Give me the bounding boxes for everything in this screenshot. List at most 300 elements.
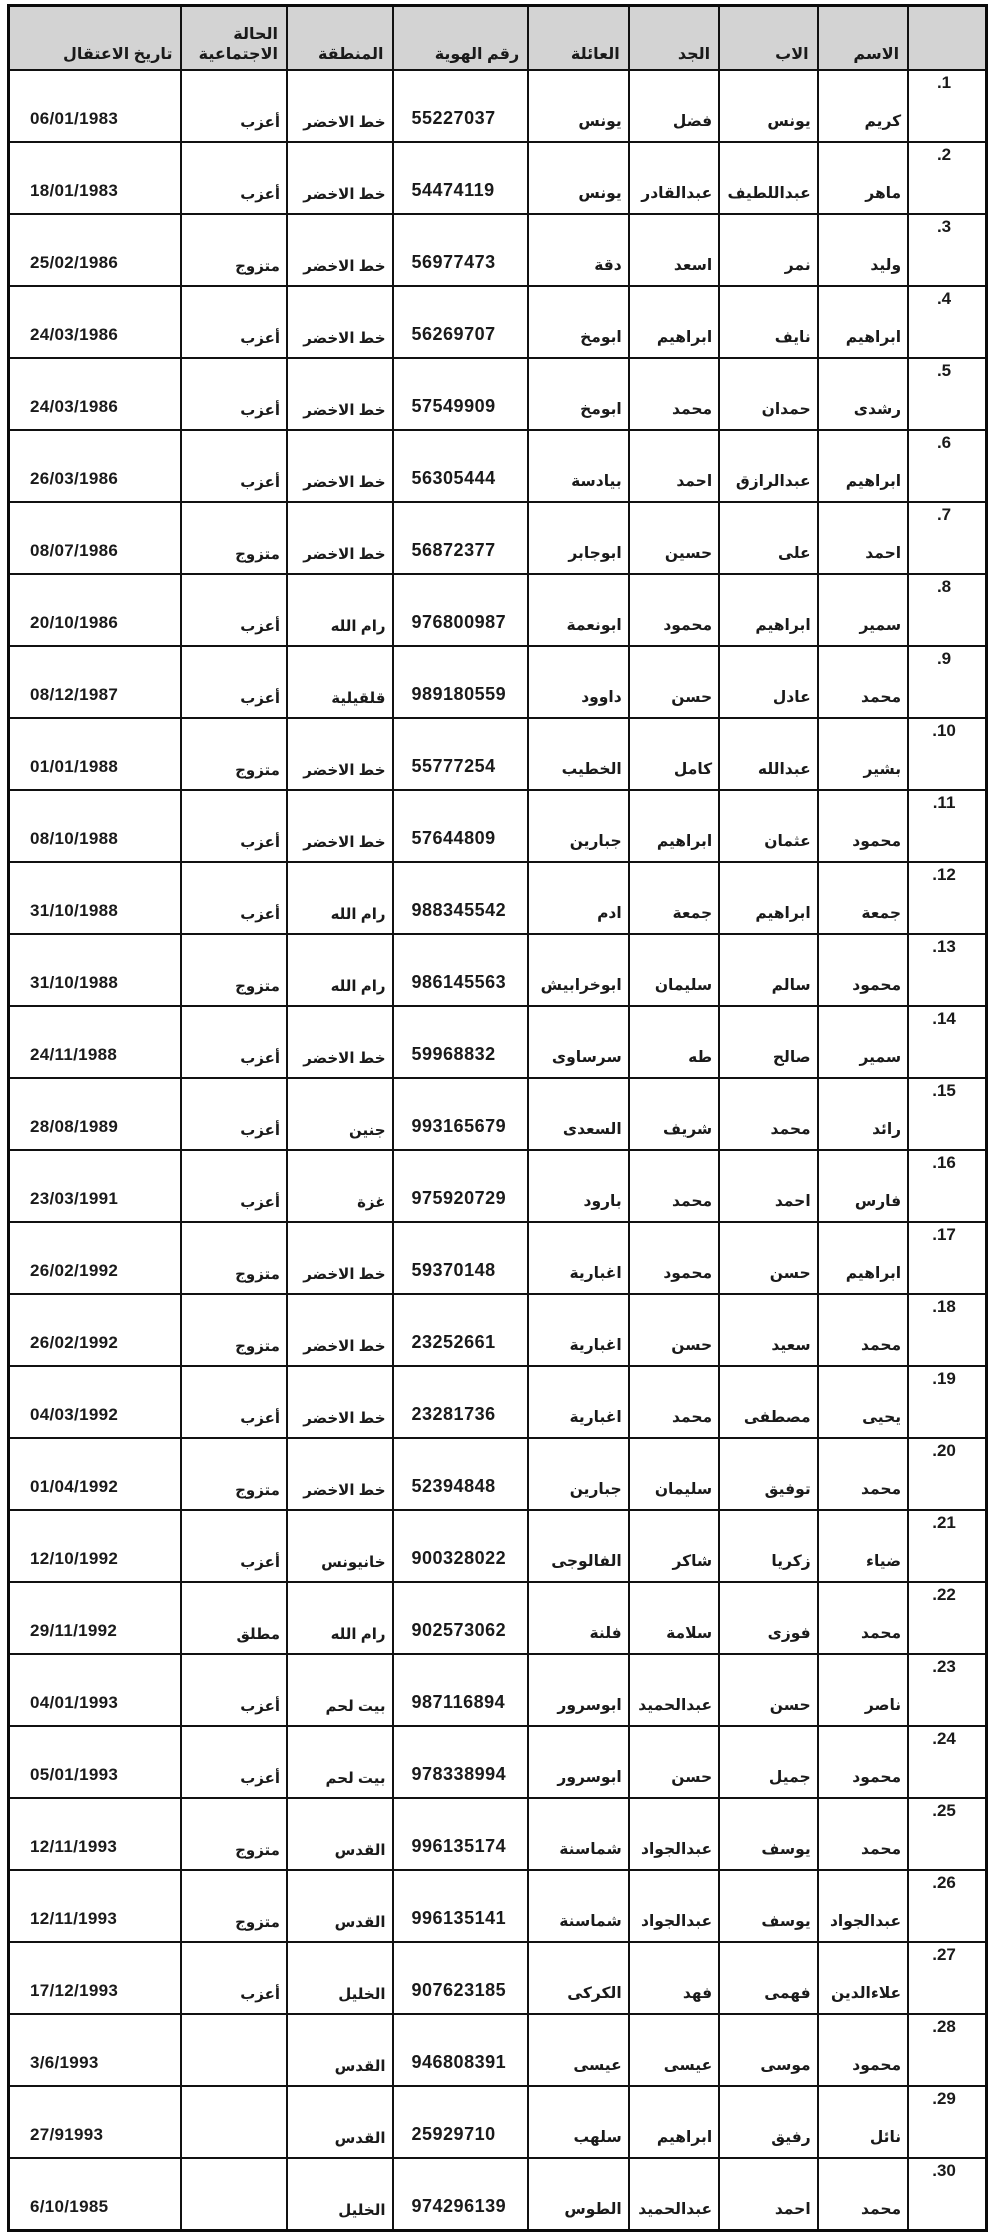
cell-marital: أعزب bbox=[181, 1654, 287, 1726]
cell-id-number: 986145563 bbox=[393, 934, 529, 1006]
cell-grandfather: عبدالقادر bbox=[629, 142, 719, 214]
header-family: العائلة bbox=[528, 6, 629, 71]
cell-name: محمود bbox=[818, 934, 908, 1006]
cell-grandfather: ابراهيم bbox=[629, 286, 719, 358]
cell-grandfather: ابراهيم bbox=[629, 2086, 719, 2158]
cell-marital: متزوج bbox=[181, 1870, 287, 1942]
cell-family: ابوخرابيش bbox=[528, 934, 629, 1006]
cell-father: عبدالرازق bbox=[719, 430, 818, 502]
table-row bbox=[9, 1438, 987, 1510]
cell-arrest-date: 18/01/1983 bbox=[9, 142, 182, 214]
cell-region: خط الاخضر bbox=[287, 1438, 393, 1510]
cell-id-number: 975920729 bbox=[393, 1150, 529, 1222]
cell-family: ابومخ bbox=[528, 286, 629, 358]
table-row bbox=[9, 1654, 987, 1726]
cell-row-number: .16 bbox=[908, 1150, 986, 1222]
cell-name: محمد bbox=[818, 1294, 908, 1366]
table-row bbox=[9, 1942, 987, 2014]
cell-name: محمود bbox=[818, 2014, 908, 2086]
cell-row-number: .28 bbox=[908, 2014, 986, 2086]
cell-id-number: 54474119 bbox=[393, 142, 529, 214]
cell-arrest-date: 04/03/1992 bbox=[9, 1366, 182, 1438]
cell-id-number: 25929710 bbox=[393, 2086, 529, 2158]
cell-grandfather: شاكر bbox=[629, 1510, 719, 1582]
cell-grandfather: كامل bbox=[629, 718, 719, 790]
cell-father: رفيق bbox=[719, 2086, 818, 2158]
cell-region: خانيونس bbox=[287, 1510, 393, 1582]
cell-region: خط الاخضر bbox=[287, 1006, 393, 1078]
cell-arrest-date: 28/08/1989 bbox=[9, 1078, 182, 1150]
cell-family: الطوس bbox=[528, 2158, 629, 2231]
cell-id-number: 900328022 bbox=[393, 1510, 529, 1582]
cell-name: محمد bbox=[818, 646, 908, 718]
cell-id-number: 989180559 bbox=[393, 646, 529, 718]
cell-grandfather: جمعة bbox=[629, 862, 719, 934]
cell-arrest-date: 20/10/1986 bbox=[9, 574, 182, 646]
table-row bbox=[9, 1366, 987, 1438]
cell-family: دقة bbox=[528, 214, 629, 286]
cell-row-number: .11 bbox=[908, 790, 986, 862]
cell-grandfather: محمد bbox=[629, 1366, 719, 1438]
cell-family: الفالوجى bbox=[528, 1510, 629, 1582]
cell-grandfather: عيسى bbox=[629, 2014, 719, 2086]
cell-father: نمر bbox=[719, 214, 818, 286]
cell-family: اغبارية bbox=[528, 1222, 629, 1294]
cell-row-number: .22 bbox=[908, 1582, 986, 1654]
cell-arrest-date: 12/11/1993 bbox=[9, 1870, 182, 1942]
cell-grandfather: حسن bbox=[629, 646, 719, 718]
cell-marital: متزوج bbox=[181, 1798, 287, 1870]
cell-name: احمد bbox=[818, 502, 908, 574]
cell-arrest-date: 25/02/1986 bbox=[9, 214, 182, 286]
cell-father: جميل bbox=[719, 1726, 818, 1798]
cell-family: بارود bbox=[528, 1150, 629, 1222]
cell-name: ابراهيم bbox=[818, 430, 908, 502]
cell-id-number: 59370148 bbox=[393, 1222, 529, 1294]
cell-marital: أعزب bbox=[181, 1726, 287, 1798]
cell-father: زكريا bbox=[719, 1510, 818, 1582]
cell-family: ابونعمة bbox=[528, 574, 629, 646]
cell-arrest-date: 17/12/1993 bbox=[9, 1942, 182, 2014]
cell-grandfather: عبدالجواد bbox=[629, 1870, 719, 1942]
cell-id-number: 56269707 bbox=[393, 286, 529, 358]
cell-id-number: 946808391 bbox=[393, 2014, 529, 2086]
header-marital-status bbox=[181, 6, 287, 71]
table-row bbox=[9, 214, 987, 286]
cell-family: اغبارية bbox=[528, 1294, 629, 1366]
header-name: الاسم bbox=[818, 6, 908, 71]
table-row bbox=[9, 1582, 987, 1654]
cell-marital: أعزب bbox=[181, 1942, 287, 2014]
cell-id-number: 996135174 bbox=[393, 1798, 529, 1870]
cell-name: محمود bbox=[818, 1726, 908, 1798]
table-row bbox=[9, 574, 987, 646]
cell-id-number: 55777254 bbox=[393, 718, 529, 790]
cell-arrest-date: 06/01/1983 bbox=[9, 70, 182, 142]
cell-marital: متزوج bbox=[181, 1294, 287, 1366]
table-row bbox=[9, 790, 987, 862]
cell-father: يونس bbox=[719, 70, 818, 142]
cell-father: عادل bbox=[719, 646, 818, 718]
document-page bbox=[0, 4, 1000, 2219]
table-row bbox=[9, 1510, 987, 1582]
cell-id-number: 56305444 bbox=[393, 430, 529, 502]
cell-name: فارس bbox=[818, 1150, 908, 1222]
cell-arrest-date: 12/11/1993 bbox=[9, 1798, 182, 1870]
cell-grandfather: فهد bbox=[629, 1942, 719, 2014]
cell-row-number: .25 bbox=[908, 1798, 986, 1870]
cell-id-number: 57644809 bbox=[393, 790, 529, 862]
cell-id-number: 23281736 bbox=[393, 1366, 529, 1438]
cell-marital: أعزب bbox=[181, 1078, 287, 1150]
cell-row-number: .2 bbox=[908, 142, 986, 214]
detainees-table bbox=[7, 4, 988, 2232]
table-header-row bbox=[9, 6, 987, 71]
cell-region: خط الاخضر bbox=[287, 214, 393, 286]
cell-id-number: 996135141 bbox=[393, 1870, 529, 1942]
cell-id-number: 978338994 bbox=[393, 1726, 529, 1798]
cell-family: بيادسة bbox=[528, 430, 629, 502]
table-row bbox=[9, 1078, 987, 1150]
cell-region: القدس bbox=[287, 1870, 393, 1942]
header-marital-line1: الحالة bbox=[233, 26, 278, 43]
cell-family: عيسى bbox=[528, 2014, 629, 2086]
table-row bbox=[9, 358, 987, 430]
cell-row-number: .23 bbox=[908, 1654, 986, 1726]
cell-name: محمد bbox=[818, 1582, 908, 1654]
cell-family: اغبارية bbox=[528, 1366, 629, 1438]
cell-name: نائل bbox=[818, 2086, 908, 2158]
cell-region: غزة bbox=[287, 1150, 393, 1222]
table-row bbox=[9, 430, 987, 502]
cell-family: السعدى bbox=[528, 1078, 629, 1150]
cell-id-number: 52394848 bbox=[393, 1438, 529, 1510]
cell-region: بيت لحم bbox=[287, 1654, 393, 1726]
cell-region: خط الاخضر bbox=[287, 430, 393, 502]
cell-region: جنين bbox=[287, 1078, 393, 1150]
cell-id-number: 56977473 bbox=[393, 214, 529, 286]
cell-father: حسن bbox=[719, 1222, 818, 1294]
cell-row-number: .29 bbox=[908, 2086, 986, 2158]
cell-marital: أعزب bbox=[181, 430, 287, 502]
cell-family: فلنة bbox=[528, 1582, 629, 1654]
cell-row-number: .15 bbox=[908, 1078, 986, 1150]
cell-grandfather: محمود bbox=[629, 1222, 719, 1294]
cell-name: ابراهيم bbox=[818, 286, 908, 358]
cell-name: سمير bbox=[818, 1006, 908, 1078]
cell-row-number: .12 bbox=[908, 862, 986, 934]
cell-region: الخليل bbox=[287, 2158, 393, 2231]
cell-arrest-date: 26/03/1986 bbox=[9, 430, 182, 502]
cell-family: الخطيب bbox=[528, 718, 629, 790]
cell-marital: أعزب bbox=[181, 70, 287, 142]
cell-grandfather: حسن bbox=[629, 1294, 719, 1366]
cell-marital: متزوج bbox=[181, 934, 287, 1006]
cell-grandfather: سليمان bbox=[629, 934, 719, 1006]
table-row bbox=[9, 2086, 987, 2158]
cell-marital bbox=[181, 2158, 287, 2231]
cell-row-number: .3 bbox=[908, 214, 986, 286]
cell-marital: أعزب bbox=[181, 1150, 287, 1222]
cell-id-number: 988345542 bbox=[393, 862, 529, 934]
cell-father: نايف bbox=[719, 286, 818, 358]
cell-region: القدس bbox=[287, 1798, 393, 1870]
cell-marital: متزوج bbox=[181, 502, 287, 574]
cell-arrest-date: 05/01/1993 bbox=[9, 1726, 182, 1798]
cell-marital: مطلق bbox=[181, 1582, 287, 1654]
cell-region: القدس bbox=[287, 2014, 393, 2086]
cell-row-number: .26 bbox=[908, 1870, 986, 1942]
cell-family: الكركى bbox=[528, 1942, 629, 2014]
cell-region: رام الله bbox=[287, 934, 393, 1006]
cell-family: شماسنة bbox=[528, 1870, 629, 1942]
cell-region: الخليل bbox=[287, 1942, 393, 2014]
cell-id-number: 993165679 bbox=[393, 1078, 529, 1150]
cell-grandfather: شريف bbox=[629, 1078, 719, 1150]
table-row bbox=[9, 1150, 987, 1222]
cell-grandfather: ابراهيم bbox=[629, 790, 719, 862]
cell-grandfather: طه bbox=[629, 1006, 719, 1078]
cell-name: محمود bbox=[818, 790, 908, 862]
cell-arrest-date: 24/03/1986 bbox=[9, 358, 182, 430]
cell-region: بيت لحم bbox=[287, 1726, 393, 1798]
cell-arrest-date: 08/12/1987 bbox=[9, 646, 182, 718]
cell-marital: متزوج bbox=[181, 718, 287, 790]
cell-father: توفيق bbox=[719, 1438, 818, 1510]
cell-marital: أعزب bbox=[181, 862, 287, 934]
cell-name: رشدى bbox=[818, 358, 908, 430]
cell-region: رام الله bbox=[287, 574, 393, 646]
cell-father: عبداللطيف bbox=[719, 142, 818, 214]
cell-arrest-date: 24/03/1986 bbox=[9, 286, 182, 358]
cell-row-number: .1 bbox=[908, 70, 986, 142]
cell-family: ابوجابر bbox=[528, 502, 629, 574]
cell-family: ابومخ bbox=[528, 358, 629, 430]
cell-id-number: 57549909 bbox=[393, 358, 529, 430]
header-arrest-date: تاريخ الاعتقال bbox=[9, 6, 182, 71]
cell-grandfather: سلامة bbox=[629, 1582, 719, 1654]
cell-region: رام الله bbox=[287, 1582, 393, 1654]
cell-marital: متزوج bbox=[181, 1222, 287, 1294]
header-row-number bbox=[908, 6, 986, 71]
cell-arrest-date: 23/03/1991 bbox=[9, 1150, 182, 1222]
cell-grandfather: عبدالحميد bbox=[629, 2158, 719, 2231]
cell-father: مصطفى bbox=[719, 1366, 818, 1438]
cell-id-number: 974296139 bbox=[393, 2158, 529, 2231]
cell-grandfather: عبدالحميد bbox=[629, 1654, 719, 1726]
cell-name: ناصر bbox=[818, 1654, 908, 1726]
cell-father: سالم bbox=[719, 934, 818, 1006]
cell-father: سعيد bbox=[719, 1294, 818, 1366]
cell-name: رائد bbox=[818, 1078, 908, 1150]
cell-father: ابراهيم bbox=[719, 862, 818, 934]
table-row bbox=[9, 70, 987, 142]
cell-region: رام الله bbox=[287, 862, 393, 934]
table-row bbox=[9, 934, 987, 1006]
cell-marital: أعزب bbox=[181, 142, 287, 214]
table-body bbox=[9, 70, 987, 2231]
cell-family: يونس bbox=[528, 142, 629, 214]
cell-row-number: .9 bbox=[908, 646, 986, 718]
cell-marital: أعزب bbox=[181, 1510, 287, 1582]
cell-name: ضياء bbox=[818, 1510, 908, 1582]
cell-row-number: .14 bbox=[908, 1006, 986, 1078]
cell-father: حمدان bbox=[719, 358, 818, 430]
cell-family: داوود bbox=[528, 646, 629, 718]
cell-family: جبارين bbox=[528, 790, 629, 862]
cell-name: ابراهيم bbox=[818, 1222, 908, 1294]
table-row bbox=[9, 2014, 987, 2086]
cell-row-number: .17 bbox=[908, 1222, 986, 1294]
cell-grandfather: حسين bbox=[629, 502, 719, 574]
cell-region: قلقيلية bbox=[287, 646, 393, 718]
cell-region: خط الاخضر bbox=[287, 718, 393, 790]
cell-father: يوسف bbox=[719, 1870, 818, 1942]
table-row bbox=[9, 1222, 987, 1294]
cell-family: جبارين bbox=[528, 1438, 629, 1510]
cell-region: خط الاخضر bbox=[287, 790, 393, 862]
cell-marital: أعزب bbox=[181, 1006, 287, 1078]
cell-grandfather: احمد bbox=[629, 430, 719, 502]
table-row bbox=[9, 286, 987, 358]
cell-grandfather: محمد bbox=[629, 358, 719, 430]
cell-grandfather: محمود bbox=[629, 574, 719, 646]
cell-father: موسى bbox=[719, 2014, 818, 2086]
cell-row-number: .24 bbox=[908, 1726, 986, 1798]
cell-marital: متزوج bbox=[181, 1438, 287, 1510]
cell-marital: أعزب bbox=[181, 1366, 287, 1438]
cell-id-number: 59968832 bbox=[393, 1006, 529, 1078]
table-row bbox=[9, 718, 987, 790]
cell-family: سرساوى bbox=[528, 1006, 629, 1078]
cell-father: حسن bbox=[719, 1654, 818, 1726]
cell-name: بشير bbox=[818, 718, 908, 790]
cell-grandfather: محمد bbox=[629, 1150, 719, 1222]
header-id-number: رقم الهوية bbox=[393, 6, 529, 71]
table-row bbox=[9, 646, 987, 718]
cell-arrest-date: 3/6/1993 bbox=[9, 2014, 182, 2086]
cell-father: يوسف bbox=[719, 1798, 818, 1870]
cell-row-number: .27 bbox=[908, 1942, 986, 2014]
cell-grandfather: اسعد bbox=[629, 214, 719, 286]
cell-family: ابوسرور bbox=[528, 1726, 629, 1798]
cell-marital: أعزب bbox=[181, 646, 287, 718]
cell-region: خط الاخضر bbox=[287, 70, 393, 142]
cell-arrest-date: 01/01/1988 bbox=[9, 718, 182, 790]
cell-id-number: 976800987 bbox=[393, 574, 529, 646]
cell-family: شماسنة bbox=[528, 1798, 629, 1870]
header-father: الاب bbox=[719, 6, 818, 71]
table-row bbox=[9, 1294, 987, 1366]
cell-father: احمد bbox=[719, 1150, 818, 1222]
cell-id-number: 902573062 bbox=[393, 1582, 529, 1654]
cell-marital: أعزب bbox=[181, 358, 287, 430]
cell-id-number: 23252661 bbox=[393, 1294, 529, 1366]
cell-father: فوزى bbox=[719, 1582, 818, 1654]
cell-row-number: .5 bbox=[908, 358, 986, 430]
cell-row-number: .6 bbox=[908, 430, 986, 502]
cell-region: خط الاخضر bbox=[287, 1366, 393, 1438]
cell-father: صالح bbox=[719, 1006, 818, 1078]
cell-id-number: 907623185 bbox=[393, 1942, 529, 2014]
cell-family: يونس bbox=[528, 70, 629, 142]
cell-arrest-date: 26/02/1992 bbox=[9, 1294, 182, 1366]
cell-region: خط الاخضر bbox=[287, 358, 393, 430]
cell-row-number: .21 bbox=[908, 1510, 986, 1582]
table-row bbox=[9, 2158, 987, 2231]
cell-row-number: .13 bbox=[908, 934, 986, 1006]
cell-row-number: .19 bbox=[908, 1366, 986, 1438]
cell-arrest-date: 24/11/1988 bbox=[9, 1006, 182, 1078]
cell-name: عبدالجواد bbox=[818, 1870, 908, 1942]
cell-arrest-date: 04/01/1993 bbox=[9, 1654, 182, 1726]
table-row bbox=[9, 862, 987, 934]
cell-name: وليد bbox=[818, 214, 908, 286]
cell-region: خط الاخضر bbox=[287, 142, 393, 214]
cell-region: خط الاخضر bbox=[287, 1294, 393, 1366]
cell-name: سمير bbox=[818, 574, 908, 646]
cell-name: ماهر bbox=[818, 142, 908, 214]
cell-name: علاءالدين bbox=[818, 1942, 908, 2014]
cell-arrest-date: 29/11/1992 bbox=[9, 1582, 182, 1654]
cell-id-number: 55227037 bbox=[393, 70, 529, 142]
cell-marital: أعزب bbox=[181, 286, 287, 358]
cell-grandfather: عبدالجواد bbox=[629, 1798, 719, 1870]
cell-marital: متزوج bbox=[181, 214, 287, 286]
cell-name: جمعة bbox=[818, 862, 908, 934]
cell-father: فهمى bbox=[719, 1942, 818, 2014]
cell-row-number: .18 bbox=[908, 1294, 986, 1366]
cell-marital: أعزب bbox=[181, 574, 287, 646]
cell-grandfather: حسن bbox=[629, 1726, 719, 1798]
cell-region: خط الاخضر bbox=[287, 286, 393, 358]
cell-arrest-date: 31/10/1988 bbox=[9, 862, 182, 934]
table-row bbox=[9, 1798, 987, 1870]
cell-father: عثمان bbox=[719, 790, 818, 862]
cell-arrest-date: 08/07/1986 bbox=[9, 502, 182, 574]
cell-father: ابراهيم bbox=[719, 574, 818, 646]
cell-name: يحيى bbox=[818, 1366, 908, 1438]
header-grandfather: الجد bbox=[629, 6, 719, 71]
cell-row-number: .8 bbox=[908, 574, 986, 646]
table-row bbox=[9, 1870, 987, 1942]
table-row bbox=[9, 502, 987, 574]
cell-arrest-date: 08/10/1988 bbox=[9, 790, 182, 862]
cell-arrest-date: 31/10/1988 bbox=[9, 934, 182, 1006]
table-row bbox=[9, 142, 987, 214]
cell-marital: أعزب bbox=[181, 790, 287, 862]
cell-arrest-date: 26/02/1992 bbox=[9, 1222, 182, 1294]
cell-family: ابوسرور bbox=[528, 1654, 629, 1726]
cell-region: القدس bbox=[287, 2086, 393, 2158]
table-row bbox=[9, 1726, 987, 1798]
cell-name: كريم bbox=[818, 70, 908, 142]
cell-arrest-date: 6/10/1985 bbox=[9, 2158, 182, 2231]
cell-marital bbox=[181, 2014, 287, 2086]
cell-name: محمد bbox=[818, 2158, 908, 2231]
cell-father: احمد bbox=[719, 2158, 818, 2231]
cell-row-number: .30 bbox=[908, 2158, 986, 2231]
cell-region: خط الاخضر bbox=[287, 502, 393, 574]
cell-row-number: .20 bbox=[908, 1438, 986, 1510]
cell-arrest-date: 27/91993 bbox=[9, 2086, 182, 2158]
cell-family: سلهب bbox=[528, 2086, 629, 2158]
cell-name: محمد bbox=[818, 1438, 908, 1510]
cell-father: على bbox=[719, 502, 818, 574]
cell-grandfather: فضل bbox=[629, 70, 719, 142]
header-marital-line2: الاجتماعية bbox=[198, 46, 278, 63]
table-row bbox=[9, 1006, 987, 1078]
